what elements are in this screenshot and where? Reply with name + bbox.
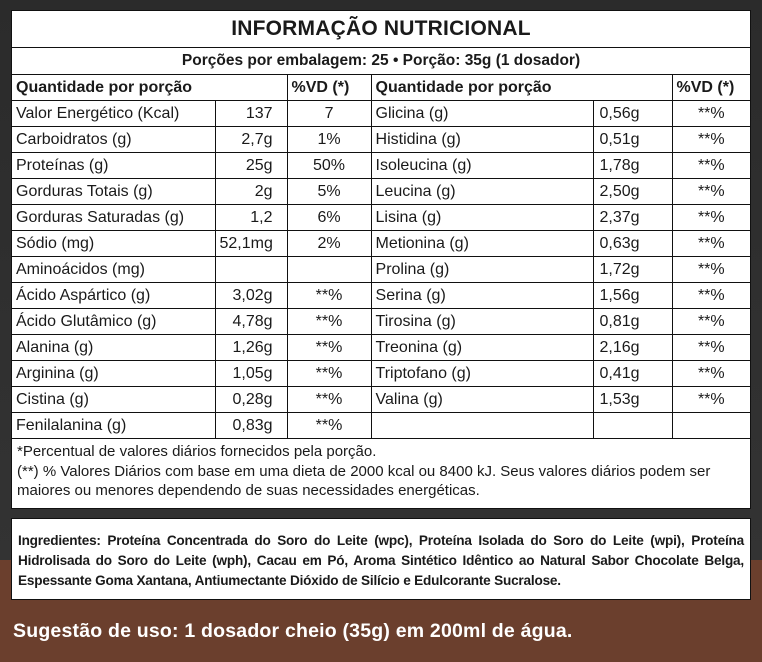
nutrient-daily-value: **% [672, 387, 750, 413]
nutrient-daily-value: 50% [287, 153, 371, 179]
nutrient-daily-value: **% [287, 413, 371, 439]
nutrient-name: Triptofano (g) [371, 361, 593, 387]
nutrient-daily-value: 1% [287, 127, 371, 153]
nutrient-name: Prolina (g) [371, 257, 593, 283]
nutrient-name: Tirosina (g) [371, 309, 593, 335]
nutrient-daily-value [287, 257, 371, 283]
nutrient-name: Aminoácidos (mg) [12, 257, 215, 283]
table-row [12, 387, 750, 413]
header-left-quantity: Quantidade por porção [12, 75, 287, 101]
header-right-quantity: Quantidade por porção [371, 75, 672, 101]
table-row [12, 231, 750, 257]
nutrient-amount: 2g [215, 179, 287, 205]
usage-suggestion: Sugestão de uso: 1 dosador cheio (35g) em 200ml de água. [13, 620, 573, 642]
nutrient-amount [593, 413, 672, 439]
nutrient-daily-value: **% [287, 361, 371, 387]
nutrient-daily-value: **% [672, 101, 750, 127]
nutrient-amount: 1,53g [593, 387, 672, 413]
portions-line: Porções por embalagem: 25 • Porção: 35g (1 dosador) [12, 48, 750, 75]
nutrient-name: Sódio (mg) [12, 231, 215, 257]
nutrient-name: Valina (g) [371, 387, 593, 413]
nutrient-amount: 2,7g [215, 127, 287, 153]
table-row [12, 413, 750, 439]
nutrient-daily-value: **% [672, 153, 750, 179]
table-row [12, 153, 750, 179]
nutrient-name: Carboidratos (g) [12, 127, 215, 153]
table-row [12, 257, 750, 283]
nutrient-amount: 1,56g [593, 283, 672, 309]
nutrition-title: INFORMAÇÃO NUTRICIONAL [12, 11, 750, 48]
footnotes [12, 439, 750, 504]
nutrient-name: Metionina (g) [371, 231, 593, 257]
nutrient-name: Isoleucina (g) [371, 153, 593, 179]
nutrient-name: Glicina (g) [371, 101, 593, 127]
nutrient-name [371, 413, 593, 439]
nutrient-amount: 1,72g [593, 257, 672, 283]
nutrient-amount: 2,16g [593, 335, 672, 361]
nutrient-name: Fenilalanina (g) [12, 413, 215, 439]
nutrient-name: Cistina (g) [12, 387, 215, 413]
nutrition-table [12, 75, 750, 439]
nutrient-amount: 137 [215, 101, 287, 127]
nutrient-amount: 1,05g [215, 361, 287, 387]
nutrient-amount: 4,78g [215, 309, 287, 335]
nutrient-daily-value: **% [672, 179, 750, 205]
nutrient-amount: 0,51g [593, 127, 672, 153]
nutrient-name: Ácido Glutâmico (g) [12, 309, 215, 335]
nutrient-amount: 0,56g [593, 101, 672, 127]
nutrient-daily-value: 2% [287, 231, 371, 257]
ingredients-box [11, 518, 751, 600]
table-header-row [12, 75, 750, 101]
nutrient-amount [215, 257, 287, 283]
ingredients-text: Ingredientes: Proteína Concentrada do Soro do Leite (wpc), Proteína Isolada do Soro do Leite (wpi), Proteína Hidrolisada do Soro do Leite (wph), Cacau em Pó, Aroma Sintético Idêntico ao Natural Sabor Chocolate Belga, Espessante Goma Xantana, Antiumectante Dióxido de Silício e Edulcorante Sucralose. [18, 533, 744, 588]
nutrient-amount: 2,50g [593, 179, 672, 205]
nutrient-amount: 2,37g [593, 205, 672, 231]
nutrient-daily-value: 6% [287, 205, 371, 231]
nutrient-name: Gorduras Totais (g) [12, 179, 215, 205]
nutrient-daily-value: 7 [287, 101, 371, 127]
nutrient-daily-value: **% [672, 257, 750, 283]
nutrient-daily-value: **% [672, 283, 750, 309]
nutrient-daily-value: **% [672, 231, 750, 257]
nutrient-name: Histidina (g) [371, 127, 593, 153]
footnote-diet-basis: (**) % Valores Diários com base em uma dieta de 2000 kcal ou 8400 kJ. Seus valores diários podem ser maiores ou menores dependendo de suas necessidades energéticas. [17, 462, 711, 499]
nutrient-name: Valor Energético (Kcal) [12, 101, 215, 127]
table-row [12, 101, 750, 127]
table-row [12, 361, 750, 387]
nutrient-name: Lisina (g) [371, 205, 593, 231]
nutrient-amount: 25g [215, 153, 287, 179]
nutrient-amount: 52,1mg [215, 231, 287, 257]
nutrient-name: Gorduras Saturadas (g) [12, 205, 215, 231]
header-left-vd: %VD (*) [287, 75, 371, 101]
nutrient-amount: 0,83g [215, 413, 287, 439]
nutrient-amount: 0,81g [593, 309, 672, 335]
nutrient-daily-value: **% [672, 309, 750, 335]
nutrient-daily-value: **% [287, 387, 371, 413]
nutrition-facts-panel [11, 10, 751, 509]
nutrient-daily-value: **% [672, 335, 750, 361]
table-row [12, 205, 750, 231]
footnote-daily-values: *Percentual de valores diários fornecidos pela porção. [17, 443, 377, 460]
nutrient-daily-value: **% [672, 127, 750, 153]
nutrient-daily-value: **% [287, 309, 371, 335]
nutrient-amount: 0,28g [215, 387, 287, 413]
table-row [12, 127, 750, 153]
table-row [12, 309, 750, 335]
nutrient-name: Arginina (g) [12, 361, 215, 387]
nutrient-daily-value: **% [287, 335, 371, 361]
table-row [12, 335, 750, 361]
nutrient-name: Treonina (g) [371, 335, 593, 361]
nutrient-amount: 1,2 [215, 205, 287, 231]
nutrient-daily-value: **% [672, 205, 750, 231]
nutrient-amount: 1,26g [215, 335, 287, 361]
nutrient-daily-value: **% [672, 361, 750, 387]
nutrient-amount: 3,02g [215, 283, 287, 309]
nutrient-amount: 1,78g [593, 153, 672, 179]
nutrient-daily-value: **% [287, 283, 371, 309]
nutrient-name: Leucina (g) [371, 179, 593, 205]
nutrient-name: Serina (g) [371, 283, 593, 309]
header-right-vd: %VD (*) [672, 75, 750, 101]
nutrient-daily-value: 5% [287, 179, 371, 205]
table-row [12, 283, 750, 309]
nutrient-name: Alanina (g) [12, 335, 215, 361]
nutrient-name: Proteínas (g) [12, 153, 215, 179]
nutrient-daily-value [672, 413, 750, 439]
nutrient-amount: 0,41g [593, 361, 672, 387]
nutrient-amount: 0,63g [593, 231, 672, 257]
nutrient-name: Ácido Aspártico (g) [12, 283, 215, 309]
table-row [12, 179, 750, 205]
